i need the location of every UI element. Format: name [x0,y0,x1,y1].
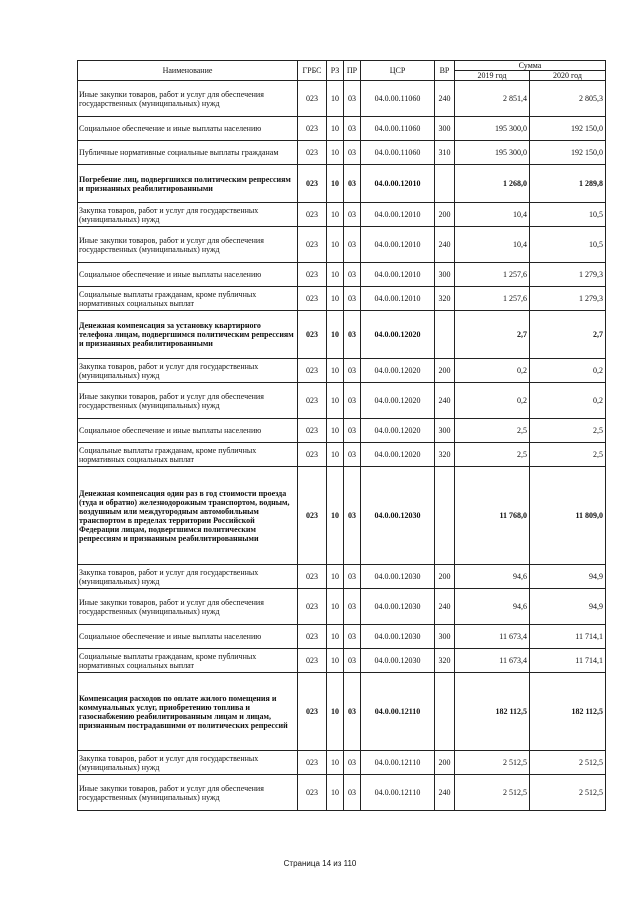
row-grbs: 023 [298,625,327,649]
row-vr: 200 [435,359,455,383]
row-vr: 240 [435,589,455,625]
row-name: Закупка товаров, работ и услуг для государственных (муниципальных) нужд [78,565,298,589]
row-sum-2020: 2 512,5 [530,775,606,811]
header-year-2020: 2020 год [530,71,606,81]
row-rz: 10 [327,141,344,165]
row-name: Иные закупки товаров, работ и услуг для обеспечения государственных (муниципальных) нужд [78,383,298,419]
header-sum: Сумма [455,61,606,71]
row-vr: 240 [435,383,455,419]
table-row [78,673,606,751]
header-rz: РЗ [327,61,344,81]
row-name: Погребение лиц, подвергшихся политическим репрессиям и признанных реабилитированными [78,165,298,203]
row-pr: 03 [344,467,361,565]
row-sum-2019: 11 673,4 [455,625,530,649]
row-sum-2019: 2,7 [455,311,530,359]
row-rz: 10 [327,649,344,673]
row-sum-2020: 2,5 [530,443,606,467]
row-pr: 03 [344,81,361,117]
row-vr [435,311,455,359]
table-row [78,625,606,649]
row-grbs: 023 [298,311,327,359]
row-pr: 03 [344,227,361,263]
row-csr: 04.0.00.12030 [361,649,435,673]
row-grbs: 023 [298,263,327,287]
row-pr: 03 [344,165,361,203]
row-sum-2020: 1 289,8 [530,165,606,203]
row-grbs: 023 [298,419,327,443]
row-sum-2019: 94,6 [455,589,530,625]
row-sum-2019: 11 768,0 [455,467,530,565]
row-sum-2019: 1 257,6 [455,287,530,311]
row-grbs: 023 [298,359,327,383]
row-sum-2020: 94,9 [530,589,606,625]
row-vr: 310 [435,141,455,165]
table-row [78,649,606,673]
row-rz: 10 [327,673,344,751]
row-vr: 300 [435,625,455,649]
table-row [78,419,606,443]
row-pr: 03 [344,625,361,649]
row-sum-2020: 2 512,5 [530,751,606,775]
row-csr: 04.0.00.12010 [361,227,435,263]
row-rz: 10 [327,443,344,467]
row-csr: 04.0.00.12110 [361,775,435,811]
header-csr: ЦСР [361,61,435,81]
row-name: Денежная компенсация один раз в год стоимости проезда (туда и обратно) железнодорожным транспортом, водным, воздушным или междугородным автомобильным транспортом в пределах территории Российской Федерации лицам, подвергшимся политическим репрессиям и признанным реабилитированными [78,467,298,565]
row-sum-2019: 2,5 [455,443,530,467]
row-rz: 10 [327,589,344,625]
row-grbs: 023 [298,467,327,565]
row-pr: 03 [344,263,361,287]
table-row [78,775,606,811]
table-row [78,203,606,227]
row-name: Закупка товаров, работ и услуг для государственных (муниципальных) нужд [78,359,298,383]
row-csr: 04.0.00.12030 [361,589,435,625]
header-pr: ПР [344,61,361,81]
row-rz: 10 [327,625,344,649]
row-name: Закупка товаров, работ и услуг для государственных (муниципальных) нужд [78,751,298,775]
row-vr: 240 [435,227,455,263]
table-row [78,227,606,263]
row-name: Социальные выплаты гражданам, кроме публичных нормативных социальных выплат [78,287,298,311]
row-vr: 200 [435,751,455,775]
row-grbs: 023 [298,203,327,227]
row-rz: 10 [327,359,344,383]
row-vr: 240 [435,775,455,811]
table-row [78,751,606,775]
row-sum-2020: 0,2 [530,383,606,419]
row-grbs: 023 [298,775,327,811]
row-name: Иные закупки товаров, работ и услуг для обеспечения государственных (муниципальных) нужд [78,589,298,625]
row-rz: 10 [327,81,344,117]
row-vr: 320 [435,443,455,467]
row-grbs: 023 [298,141,327,165]
row-grbs: 023 [298,165,327,203]
row-sum-2019: 10,4 [455,203,530,227]
header-grbs: ГРБС [298,61,327,81]
row-pr: 03 [344,287,361,311]
row-sum-2020: 192 150,0 [530,117,606,141]
row-rz: 10 [327,117,344,141]
row-csr: 04.0.00.12020 [361,311,435,359]
row-sum-2020: 1 279,3 [530,287,606,311]
row-pr: 03 [344,589,361,625]
row-csr: 04.0.00.12020 [361,443,435,467]
row-name: Социальные выплаты гражданам, кроме публичных нормативных социальных выплат [78,649,298,673]
row-sum-2019: 2 512,5 [455,751,530,775]
row-sum-2020: 11 714,1 [530,625,606,649]
row-csr: 04.0.00.12010 [361,165,435,203]
row-sum-2020: 10,5 [530,227,606,263]
row-sum-2019: 2,5 [455,419,530,443]
row-rz: 10 [327,467,344,565]
row-csr: 04.0.00.12020 [361,359,435,383]
row-sum-2020: 2,7 [530,311,606,359]
row-vr [435,467,455,565]
row-vr: 300 [435,419,455,443]
row-pr: 03 [344,117,361,141]
row-rz: 10 [327,565,344,589]
row-sum-2020: 94,9 [530,565,606,589]
row-sum-2020: 11 714,1 [530,649,606,673]
table-row [78,443,606,467]
row-vr [435,673,455,751]
row-vr: 320 [435,287,455,311]
table-row [78,165,606,203]
row-vr: 200 [435,565,455,589]
row-csr: 04.0.00.12010 [361,287,435,311]
row-rz: 10 [327,263,344,287]
table-row [78,141,606,165]
table-row [78,117,606,141]
row-grbs: 023 [298,565,327,589]
row-name: Социальное обеспечение и иные выплаты населению [78,625,298,649]
row-sum-2019: 195 300,0 [455,141,530,165]
row-vr: 240 [435,81,455,117]
table-row [78,467,606,565]
row-pr: 03 [344,419,361,443]
row-csr: 04.0.00.11060 [361,141,435,165]
row-rz: 10 [327,775,344,811]
row-rz: 10 [327,165,344,203]
row-sum-2020: 192 150,0 [530,141,606,165]
row-vr [435,165,455,203]
row-name: Социальное обеспечение и иные выплаты населению [78,117,298,141]
row-csr: 04.0.00.12110 [361,751,435,775]
row-sum-2020: 10,5 [530,203,606,227]
row-grbs: 023 [298,673,327,751]
row-pr: 03 [344,141,361,165]
page-number: Страница 14 из 110 [283,859,357,868]
row-pr: 03 [344,383,361,419]
row-rz: 10 [327,287,344,311]
table-row [78,287,606,311]
row-sum-2019: 94,6 [455,565,530,589]
row-pr: 03 [344,203,361,227]
table-row [78,81,606,117]
row-rz: 10 [327,419,344,443]
row-grbs: 023 [298,443,327,467]
row-vr: 320 [435,649,455,673]
row-grbs: 023 [298,383,327,419]
row-sum-2020: 0,2 [530,359,606,383]
budget-table [77,60,606,811]
row-name: Иные закупки товаров, работ и услуг для обеспечения государственных (муниципальных) нужд [78,775,298,811]
row-sum-2019: 2 851,4 [455,81,530,117]
header-vr: ВР [435,61,455,81]
row-sum-2020: 11 809,0 [530,467,606,565]
row-csr: 04.0.00.12020 [361,383,435,419]
row-pr: 03 [344,311,361,359]
row-name: Социальное обеспечение и иные выплаты населению [78,419,298,443]
row-csr: 04.0.00.12020 [361,419,435,443]
row-name: Социальное обеспечение и иные выплаты населению [78,263,298,287]
table-row [78,359,606,383]
row-rz: 10 [327,227,344,263]
row-vr: 300 [435,263,455,287]
header-year-2019: 2019 год [455,71,530,81]
row-csr: 04.0.00.12030 [361,467,435,565]
row-sum-2020: 1 279,3 [530,263,606,287]
row-name: Публичные нормативные социальные выплаты гражданам [78,141,298,165]
table-row [78,589,606,625]
row-csr: 04.0.00.12030 [361,625,435,649]
row-rz: 10 [327,383,344,419]
row-csr: 04.0.00.12010 [361,203,435,227]
row-pr: 03 [344,673,361,751]
row-rz: 10 [327,203,344,227]
row-sum-2019: 1 268,0 [455,165,530,203]
row-sum-2020: 2 805,3 [530,81,606,117]
row-pr: 03 [344,775,361,811]
row-sum-2020: 182 112,5 [530,673,606,751]
row-sum-2019: 0,2 [455,359,530,383]
row-pr: 03 [344,751,361,775]
row-pr: 03 [344,565,361,589]
row-pr: 03 [344,443,361,467]
row-csr: 04.0.00.11060 [361,81,435,117]
table-row [78,263,606,287]
row-sum-2019: 2 512,5 [455,775,530,811]
row-grbs: 023 [298,589,327,625]
row-grbs: 023 [298,649,327,673]
row-grbs: 023 [298,227,327,263]
row-grbs: 023 [298,287,327,311]
table-row [78,565,606,589]
row-pr: 03 [344,359,361,383]
row-vr: 200 [435,203,455,227]
row-sum-2019: 195 300,0 [455,117,530,141]
row-name: Иные закупки товаров, работ и услуг для обеспечения государственных (муниципальных) нужд [78,227,298,263]
row-sum-2019: 182 112,5 [455,673,530,751]
row-csr: 04.0.00.12030 [361,565,435,589]
row-csr: 04.0.00.11060 [361,117,435,141]
row-name: Денежная компенсация за установку квартирного телефона лицам, подвергшимся политическим репрессиям и признанных реабилитированными [78,311,298,359]
row-rz: 10 [327,751,344,775]
row-grbs: 023 [298,751,327,775]
row-name: Компенсация расходов по оплате жилого помещения и коммунальных услуг, приобретению топлива и газоснабжению реабилитированным лицам и лицам, признанным пострадавшими от политических репрессий [78,673,298,751]
row-csr: 04.0.00.12110 [361,673,435,751]
table-row [78,383,606,419]
row-sum-2019: 11 673,4 [455,649,530,673]
table-body [78,81,606,811]
header-name: Наименование [78,61,298,81]
row-name: Закупка товаров, работ и услуг для государственных (муниципальных) нужд [78,203,298,227]
row-grbs: 023 [298,81,327,117]
table-row [78,311,606,359]
row-sum-2019: 10,4 [455,227,530,263]
row-grbs: 023 [298,117,327,141]
row-name: Социальные выплаты гражданам, кроме публичных нормативных социальных выплат [78,443,298,467]
row-name: Иные закупки товаров, работ и услуг для обеспечения государственных (муниципальных) нужд [78,81,298,117]
row-rz: 10 [327,311,344,359]
row-sum-2019: 1 257,6 [455,263,530,287]
row-sum-2020: 2,5 [530,419,606,443]
row-csr: 04.0.00.12010 [361,263,435,287]
row-vr: 300 [435,117,455,141]
row-sum-2019: 0,2 [455,383,530,419]
row-pr: 03 [344,649,361,673]
